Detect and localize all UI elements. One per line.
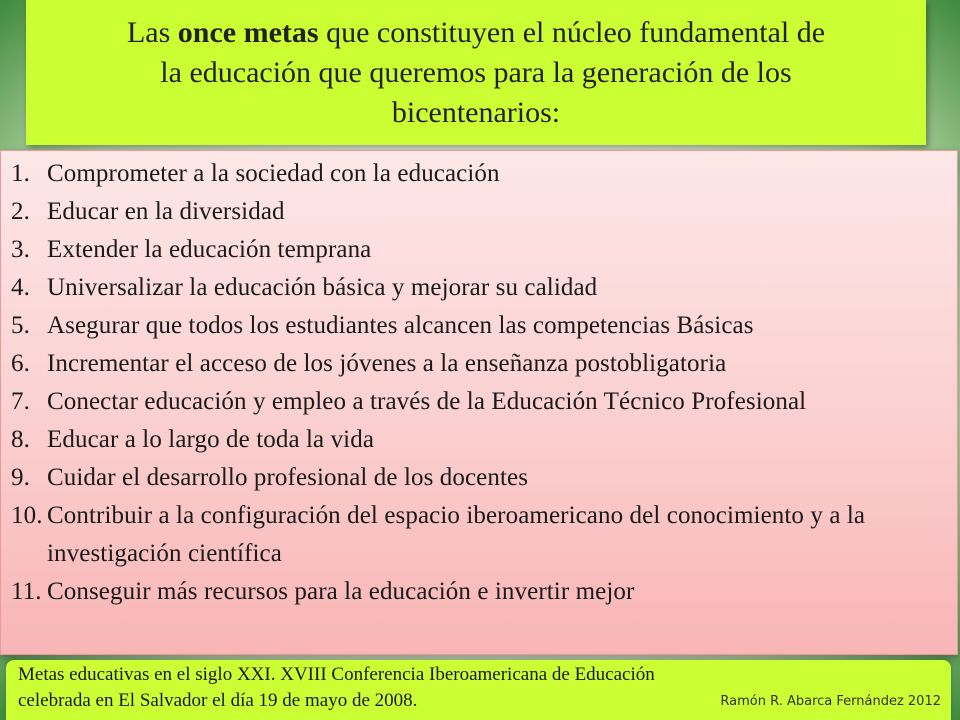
goal-number: 3.: [11, 236, 30, 263]
goal-number: 2.: [11, 198, 30, 225]
title-part-1: Las: [126, 15, 171, 49]
goal-item: [11, 269, 947, 307]
author-credit: Ramón R. Abarca Fernández 2012: [720, 694, 941, 709]
goal-number: 7.: [11, 388, 30, 415]
goal-item: [11, 231, 947, 269]
goal-number: 6.: [11, 350, 30, 377]
source-note: Metas educativas en el siglo XXI. XVIII Conferencia Iberoamericana de Educación celebrada en El Salvador el día 19 de mayo de 2008.: [18, 664, 655, 711]
goal-item: [11, 573, 947, 611]
title-line-2: la educación que queremos para la generación de los: [160, 55, 792, 89]
goal-text: Conseguir más recursos para la educación e invertir mejor: [47, 578, 635, 605]
goal-item: [11, 383, 947, 421]
title-line-3: bicentenarios:: [391, 95, 561, 129]
title-emphasis: once metas: [177, 15, 319, 49]
goal-item: [11, 155, 947, 193]
goal-text: Incrementar el acceso de los jóvenes a la enseñanza postobligatoria: [47, 350, 727, 377]
goal-text: Asegurar que todos los estudiantes alcancen las competencias Básicas: [47, 312, 754, 339]
goal-item: [11, 345, 947, 383]
goals-panel: [0, 150, 958, 655]
goal-item: [11, 307, 947, 345]
goals-list: [11, 155, 947, 611]
goal-text: Contribuir a la configuración del espacio iberoamericano del conocimiento y a la investigación científica: [47, 502, 866, 567]
goal-item: [11, 497, 947, 573]
goal-text: Universalizar la educación básica y mejorar su calidad: [47, 274, 598, 301]
goal-number: 11.: [11, 578, 42, 605]
goal-text: Educar en la diversidad: [47, 198, 285, 225]
goal-text: Educar a lo largo de toda la vida: [47, 426, 375, 453]
goal-text: Conectar educación y empleo a través de la Educación Técnico Profesional: [47, 388, 807, 415]
goal-number: 10.: [11, 502, 43, 529]
title-line-1: [127, 13, 825, 53]
goal-text: Comprometer a la sociedad con la educación: [47, 160, 500, 187]
goal-text: Extender la educación temprana: [47, 236, 372, 263]
goal-number: 9.: [11, 464, 30, 491]
goal-item: [11, 421, 947, 459]
goal-number: 5.: [11, 312, 30, 339]
goal-number: 1.: [11, 160, 30, 187]
goal-text: Cuidar el desarrollo profesional de los docentes: [47, 464, 529, 491]
slide-title: [26, 0, 926, 145]
goal-number: 4.: [11, 274, 30, 301]
title-part-2: que constituyen el núcleo fundamental de: [326, 15, 826, 49]
goal-item: [11, 459, 947, 497]
goal-item: [11, 193, 947, 231]
footer-panel: [6, 660, 951, 720]
goal-number: 8.: [11, 426, 30, 453]
